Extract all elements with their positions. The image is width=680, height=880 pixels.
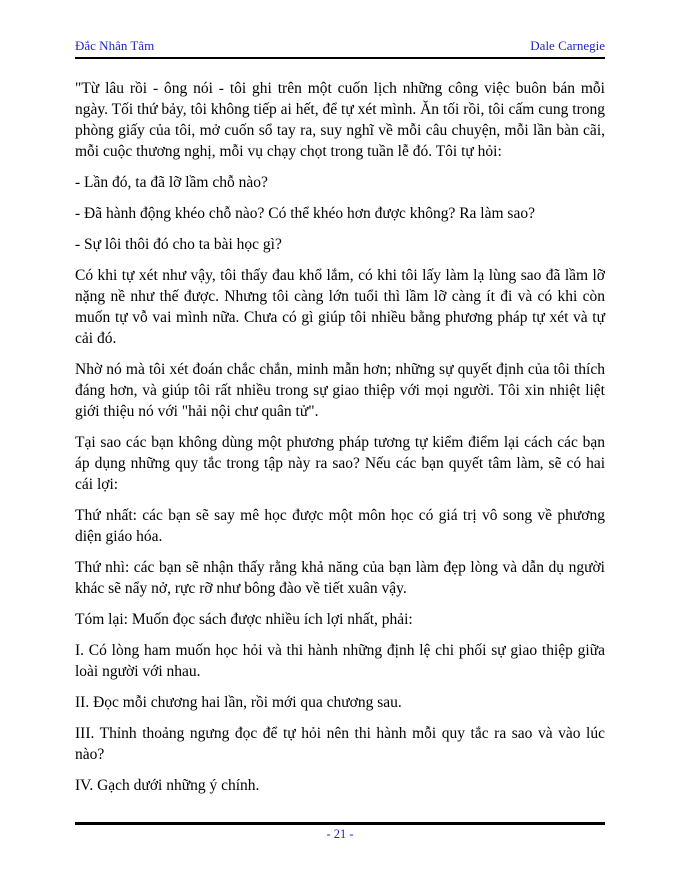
paragraph: "Từ lâu rồi - ông nói - tôi ghi trên một cuốn lịch những công việc buôn bán mỗi ngày. Tối thứ bảy, tôi không tiếp ai hết, để tự xét mình. Ăn tối rồi, tôi cấm cung trong phòng giấy của tôi, mở cuốn sổ tay ra, suy nghĩ về mỗi câu chuyện, mỗi lần bàn cãi, mỗi cuộc thương nghị, mỗi vụ chạy chọt trong tuần lễ đó. Tôi tự hỏi: — [75, 80, 605, 160]
paragraph: - Sự lôi thôi đó cho ta bài học gì? — [75, 236, 282, 253]
header-divider-rule — [75, 57, 605, 59]
paragraph: II. Đọc mỗi chương hai lần, rồi mới qua chương sau. — [75, 694, 402, 711]
paragraph: Tại sao các bạn không dùng một phương pháp tương tự kiểm điểm lại cách các bạn áp dụng những quy tắc trong tập này ra sao? Nếu các bạn quyết tâm làm, sẽ có hai cái lợi: — [75, 434, 605, 493]
paragraph: III. Thỉnh thoảng ngưng đọc để tự hỏi nên thi hành mỗi quy tắc ra sao và vào lúc nào? — [75, 725, 605, 763]
document-body — [75, 78, 605, 796]
paragraph: I. Có lòng ham muốn học hỏi và thi hành những định lệ chi phối sự giao thiệp giữa loài người với nhau. — [75, 642, 605, 680]
header-book-title: Đắc Nhân Tâm — [75, 38, 155, 53]
paragraph: Thứ nhì: các bạn sẽ nhận thấy rằng khả năng của bạn làm đẹp lòng và dẫn dụ người khác sẽ nẩy nở, rực rỡ như bông đào về tiết xuân vậy. — [75, 559, 605, 597]
paragraph: IV. Gạch dưới những ý chính. — [75, 777, 260, 794]
paragraph: Nhờ nó mà tôi xét đoán chắc chắn, minh mẫn hơn; những sự quyết định của tôi thích đáng hơn, và giúp tôi rất nhiều trong sự giao thiệp với mọi người. Tôi xin nhiệt liệt giới thiệu nó với "hải nội chư quân tử". — [75, 361, 605, 420]
paragraph: - Lần đó, ta đã lỡ lầm chỗ nào? — [75, 174, 268, 191]
paragraph: Thứ nhất: các bạn sẽ say mê học được một môn học có giá trị vô song về phương diện giáo hóa. — [75, 507, 605, 545]
paragraph: Có khi tự xét như vậy, tôi thấy đau khổ lắm, có khi tôi lấy làm lạ lùng sao đã lầm lỡ nặng nề như thế được. Nhưng tôi càng lớn tuổi thì lầm lỡ càng ít đi và có khi còn muốn tự vỗ vai mình nữa. Chưa có gì giúp tôi nhiều bằng phương pháp tự xét và tự cải đó. — [75, 267, 605, 347]
footer-divider-rule — [75, 822, 605, 825]
page-header — [75, 38, 605, 54]
header-author-name: Dale Carnegie — [530, 38, 605, 53]
page-footer — [75, 827, 605, 842]
page-number: - 21 - — [326, 827, 354, 841]
paragraph: Tóm lại: Muốn đọc sách được nhiều ích lợi nhất, phải: — [75, 611, 413, 628]
paragraph: - Đã hành động khéo chỗ nào? Có thể khéo hơn được không? Ra làm sao? — [75, 205, 535, 222]
